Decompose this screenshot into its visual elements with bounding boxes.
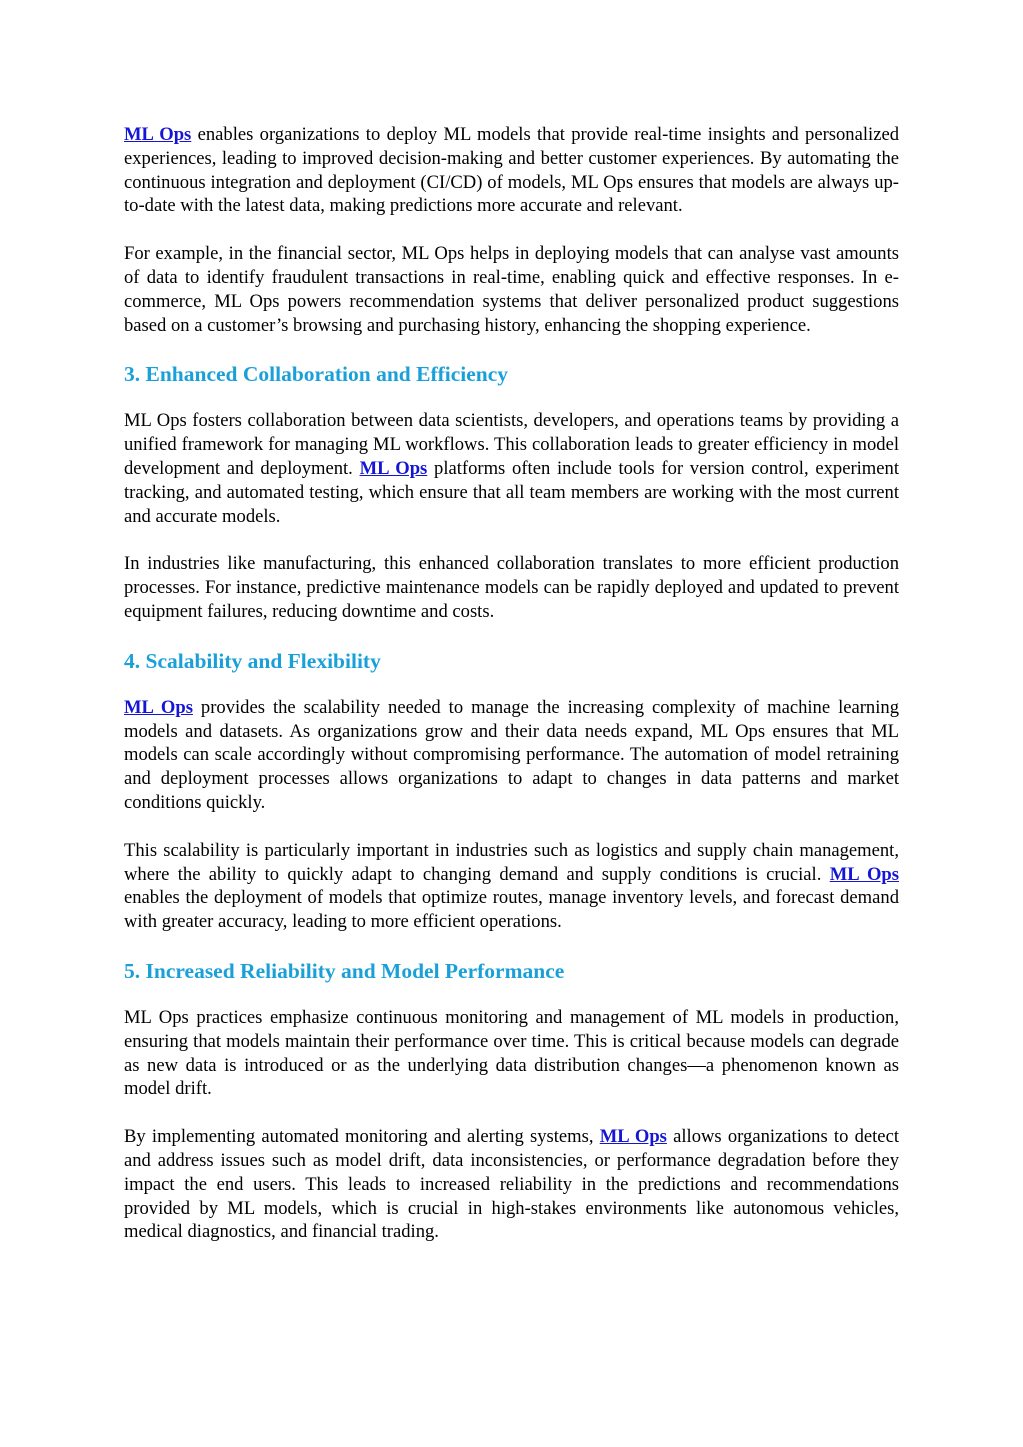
paragraph-text: platforms often include tools for version control, experiment tracking, and automated testing, which ensure that all team members are working with the most current and accurate models.	[124, 457, 899, 527]
paragraph-6	[124, 839, 899, 934]
paragraph-text: ML Ops fosters collaboration between data scientists, developers, and operations teams by providing a unified framework for managing ML workflows. This collaboration leads to greater efficiency in model development and deployment.	[124, 410, 899, 479]
paragraph-7: ML Ops practices emphasize continuous monitoring and management of ML models in production, ensuring that models maintain their performance over time. This is critical because models can degrade as new data is introduced or as the underlying data distribution changes—a phenomenon known as model drift.	[124, 1006, 899, 1100]
paragraph-2: For example, in the financial sector, ML Ops helps in deploying models that can analyse vast amounts of data to identify fraudulent transactions in real-time, enabling quick and effective responses. In e-commerce, ML Ops powers recommendation systems that deliver personalized product suggestions based on a customer’s browsing and purchasing history, enhancing the shopping experience.	[124, 243, 899, 336]
section-heading-4: 4. Scalability and Flexibility	[124, 648, 381, 673]
ml-ops-link[interactable]: ML Ops	[829, 863, 899, 885]
paragraph-text: provides the scalability needed to manage the increasing complexity of machine learning models and datasets. As organizations grow and their data needs expand, ML Ops ensures that ML models can scale accordingly without compromising performance. The automation of model retraining and deployment processes allows organizations to adapt to changes in data patterns and market conditions quickly.	[124, 696, 899, 813]
paragraph-5	[124, 696, 899, 815]
paragraph-3	[124, 409, 899, 528]
paragraph-text: allows organizations to detect and address issues such as model drift, data inconsistencies, or performance degradation before they impact the end users. This leads to increased reliability in the predictions and recommendations provided by ML models, which is crucial in high-stakes environments like autonomous vehicles, medical diagnostics, and financial trading.	[124, 1126, 899, 1243]
ml-ops-link[interactable]: ML Ops	[359, 457, 428, 479]
paragraph-text: enables organizations to deploy ML models that provide real-time insights and personalized experiences, leading to improved decision-making and better customer experiences. By automating the continuous integration and deployment (CI/CD) of models, ML Ops ensures that models are always up-to-date with the latest data, making predictions more accurate and relevant.	[124, 124, 899, 217]
document-page	[124, 123, 899, 1268]
ml-ops-link[interactable]: ML Ops	[124, 124, 192, 145]
section-heading-3: 3. Enhanced Collaboration and Efficiency	[124, 362, 509, 387]
section-heading-5: 5. Increased Reliability and Model Performance	[124, 958, 565, 983]
paragraph-text: By implementing automated monitoring and alerting systems,	[124, 1126, 600, 1148]
ml-ops-link[interactable]: ML Ops	[599, 1126, 667, 1148]
paragraph-text: This scalability is particularly important in industries such as logistics and supply chain management, where the ability to quickly adapt to changing demand and supply conditions is crucial.	[124, 839, 899, 885]
paragraph-1	[124, 123, 899, 218]
ml-ops-link[interactable]: ML Ops	[124, 696, 193, 718]
paragraph-8	[124, 1125, 899, 1244]
paragraph-text: enables the deployment of models that optimize routes, manage inventory levels, and forecast demand with greater accuracy, leading to more efficient operations.	[124, 887, 899, 933]
paragraph-4: In industries like manufacturing, this enhanced collaboration translates to more efficient production processes. For instance, predictive maintenance models can be rapidly deployed and updated to prevent equipment failures, reducing downtime and costs.	[124, 553, 899, 622]
